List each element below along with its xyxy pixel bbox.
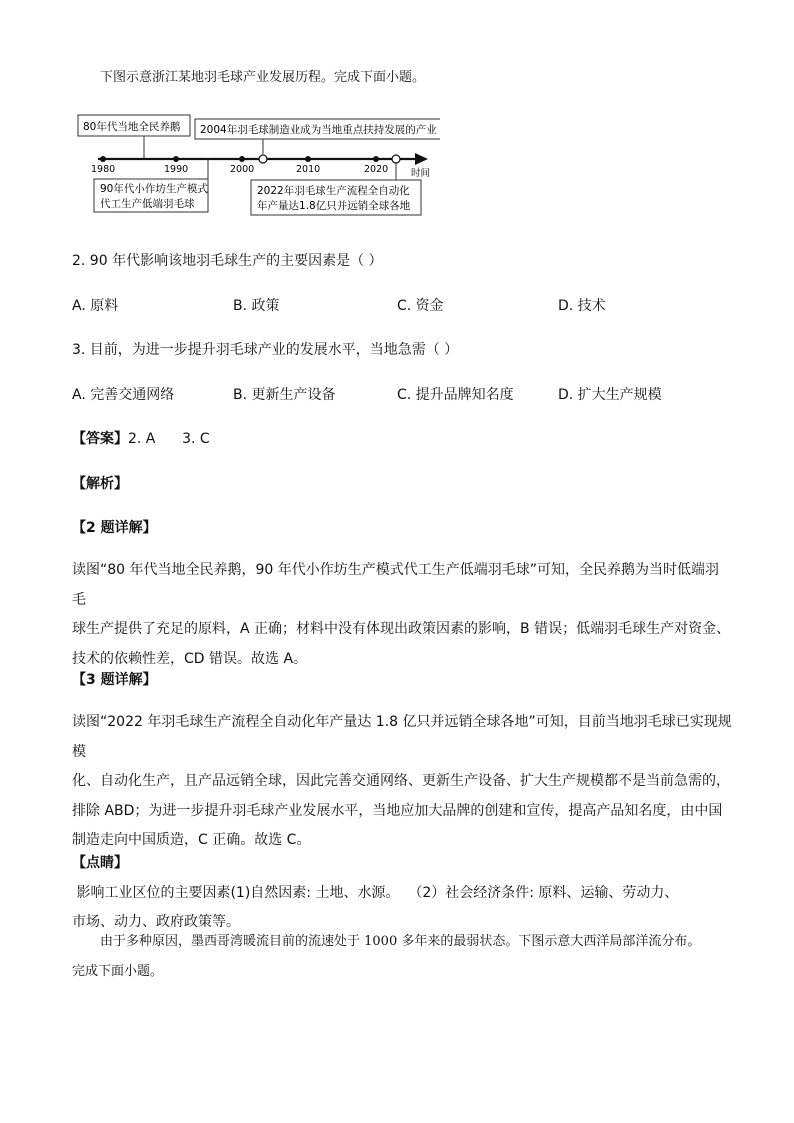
intro-2-line-1: 由于多种原因，墨西哥湾暖流目前的流速处于 1000 多年来的最弱状态。下图示意大西洋局部洋流分布。 [100,934,701,949]
axis-end-label: 时间 [411,168,431,179]
q3-option-c: C. 提升品牌知名度 [397,387,514,403]
detail-2-label: 【2 题详解】 [72,520,157,536]
answer-label: 【答案】 [72,431,128,447]
intro-text: 下图示意浙江某地羽毛球产业发展历程。完成下面小题。 [100,70,426,85]
q2-option-d: D. 技术 [558,298,606,314]
detail-3-label: 【3 题详解】 [72,672,157,688]
point-paragraph [72,849,732,938]
detail-2-line: 技术的依赖性差，CD 错误。故选 A。 [72,650,308,667]
timeline-marker-2004 [259,155,267,163]
timeline-figure [70,108,440,220]
year-label: 2000 [230,164,255,175]
timeline-box-2004-text: 2004年羽毛球制造业成为当地重点扶持发展的产业 [200,124,437,136]
answer-text: 2. A 3. C [128,431,210,447]
detail-3-line: 化、自动化生产，且产品远销全球，因此完善交通网络、更新生产设备、扩大生产规模都不是当前急需的， [72,773,730,789]
point-line-1: 影响工业区位的主要因素(1)自然因素: 土地、水源。 （2）社会经济条件: 原料、运输、劳动力、 [72,884,679,901]
detail-3-line: 读图“2022 年羽毛球生产流程全自动化年产量达 1.8 亿只并远销全球各地”可知，目前当地羽毛球已实现规模 [72,714,732,760]
question-3-stem: 3. 目前，为进一步提升羽毛球产业的发展水平，当地急需（ ） [72,342,459,358]
answer-line [72,428,210,448]
detail-3-line: 排除 ABD；为进一步提升羽毛球产业发展水平，当地应加大品牌的创建和宣传，提高产品知名度，由中国 [72,802,723,819]
timeline-box-2022-text2: 年产量达1.8亿只并远销全球各地 [257,200,411,212]
detail-2-line: 球生产提供了充足的原料，A 正确；材料中没有体现出政策因素的影响，B 错误；低端羽毛球生产对资金、 [72,621,731,637]
year-label: 2020 [364,164,389,175]
detail-3-line: 制造走向中国质造，C 正确。故选 C。 [72,832,311,848]
q3-option-a: A. 完善交通网络 [72,387,175,403]
detail-3-paragraph [72,708,732,856]
timeline-box-1980s-text: 80年代当地全民养鹅 [83,121,181,133]
point-line-2: 市场、动力、政府政策等。 [72,914,240,930]
point-label: 【点睛】 [72,855,128,871]
q3-option-d: D. 扩大生产规模 [558,387,662,403]
q2-option-b: B. 政策 [233,298,280,314]
year-label: 2010 [296,164,321,175]
year-label: 1990 [164,164,189,175]
intro-2-line-2: 完成下面小题。 [72,964,164,979]
timeline-marker-2022 [392,155,400,163]
question-2-stem: 2. 90 年代影响该地羽毛球生产的主要因素是（ ） [72,253,383,269]
timeline-box-1990s-text2: 代工生产低端羽毛球 [100,198,195,210]
q3-option-b: B. 更新生产设备 [233,387,336,403]
analysis-label: 【解析】 [72,476,128,492]
timeline-box-1990s-text1: 90年代小作坊生产模式 [100,183,208,195]
detail-2-paragraph [72,556,732,674]
detail-2-line: 读图“80 年代当地全民养鹅，90 年代小作坊生产模式代工生产低端羽毛球”可知，全民养鹅为当时低端羽毛 [72,562,720,608]
timeline-box-2022-text1: 2022年羽毛球生产流程全自动化 [257,185,410,197]
q2-option-c: C. 资金 [397,298,444,314]
timeline-axis-arrow [415,153,428,165]
q2-option-a: A. 原料 [72,298,119,314]
year-label: 1980 [91,164,116,175]
